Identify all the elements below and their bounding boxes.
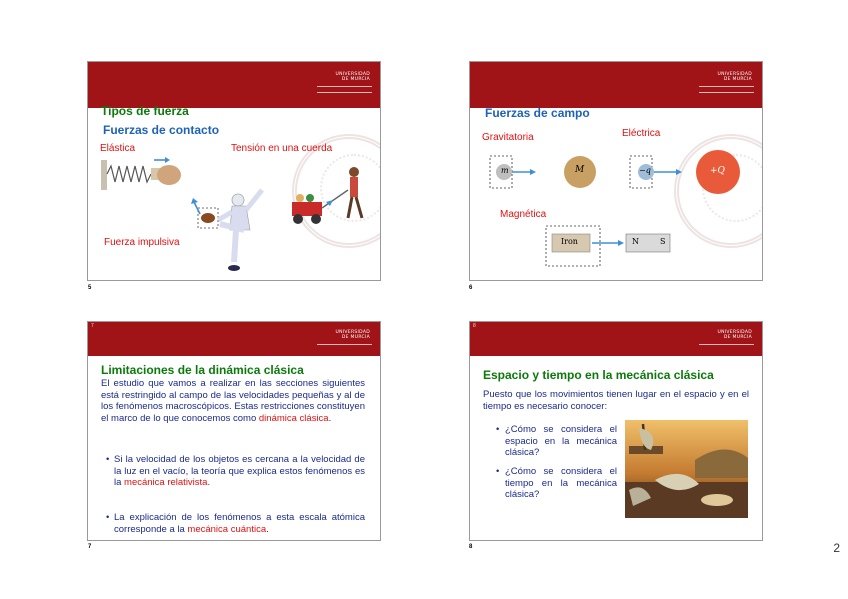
bullet-text: La explicación de los fenómenos a esta escala atómica corresponde a la [114, 512, 365, 535]
slide-5 [87, 61, 381, 281]
university-logo: UNIVERSIDAD DE MURCIA [335, 72, 370, 82]
label-impulsive: Fuerza impulsiva [104, 237, 180, 248]
iron-label: Iron [561, 237, 578, 246]
highlight-term: dinámica clásica [258, 412, 329, 424]
slide-number: 5 [88, 285, 92, 291]
slide-number: 7 [88, 544, 92, 550]
bullet-dot: • [496, 466, 500, 477]
paragraph-text: El estudio que vamos a realizar en las secciones siguientes está restringido al campo de las velocidades pequeñas y al de los fenómenos macroscópicos. Estas restricciones constituyen el marco de lo que conocemos como [101, 378, 365, 424]
logo-divider [699, 344, 754, 345]
slide-subtitle: Fuerzas de contacto [103, 123, 220, 137]
slide-6 [469, 61, 763, 281]
logo-divider [699, 92, 754, 93]
slide-number: 8 [469, 544, 473, 550]
slide-intro: Puesto que los movimientos tienen lugar en el espacio y en el tiempo es necesario conocer: [483, 389, 749, 412]
highlight-term: mecánica cuántica [187, 523, 267, 535]
slide-title: Tipos de fuerza [101, 104, 189, 118]
slide-id: 8 [473, 323, 476, 329]
football-player-illustration [190, 180, 270, 276]
field-forces-diagram [470, 146, 762, 270]
mass-M-label: M [575, 165, 585, 175]
bullet-end: . [266, 523, 269, 535]
slide-header [88, 62, 380, 108]
slide-8 [469, 321, 763, 541]
bullet-end: . [207, 477, 211, 489]
magnet-N-label: N [632, 237, 639, 246]
label-gravitational: Gravitatoria [482, 132, 534, 143]
bullet-dot: • [106, 512, 110, 523]
logo-divider [317, 86, 372, 87]
bullet-dot: • [496, 424, 500, 435]
painting-image [625, 420, 748, 518]
university-logo: UNIVERSIDAD DE MURCIA [717, 330, 752, 340]
slide-title: Fuerzas de campo [485, 106, 590, 120]
bullet-dot: • [106, 454, 110, 465]
magnet-S-label: S [660, 237, 666, 246]
bullet-item: ¿Cómo se considera el tiempo en la mecánica clásica? [505, 466, 617, 501]
bullet-item [106, 454, 365, 489]
logo-divider [317, 344, 372, 345]
mass-m-label: m [501, 166, 509, 175]
label-tension: Tensión en una cuerda [231, 143, 333, 154]
label-elastic: Elástica [100, 143, 136, 154]
highlight-term: mecánica relativista [124, 477, 208, 489]
slide-header [470, 62, 762, 108]
logo-divider [699, 86, 754, 87]
charge-minus-q-label: −q [639, 166, 651, 175]
slide-id: 7 [91, 323, 94, 329]
paragraph-end: . [328, 412, 332, 424]
university-logo: UNIVERSIDAD DE MURCIA [717, 72, 752, 82]
wagon-girl-illustration [288, 162, 374, 228]
logo-divider [317, 92, 372, 93]
slide-title: Espacio y tiempo en la mecánica clásica [483, 368, 714, 382]
label-electric: Eléctrica [622, 128, 661, 139]
slide-7 [87, 321, 381, 541]
bullet-text: Si la velocidad de los objetos es cercana a la velocidad de la luz en el vacío, la teoría que explica estos fenómenos es la [114, 454, 365, 489]
slide-paragraph [101, 378, 365, 424]
slide-title: Limitaciones de la dinámica clásica [101, 363, 304, 377]
bullet-item: ¿Cómo se considera el espacio en la mecánica clásica? [505, 424, 617, 459]
spring-illustration [101, 156, 183, 196]
label-magnetic: Magnética [500, 209, 547, 220]
bullet-item [106, 512, 365, 535]
charge-plus-Q-label: +Q [710, 166, 725, 176]
page-number: 2 [833, 541, 840, 555]
slide-number: 6 [469, 285, 473, 291]
university-logo: UNIVERSIDAD DE MURCIA [335, 330, 370, 340]
